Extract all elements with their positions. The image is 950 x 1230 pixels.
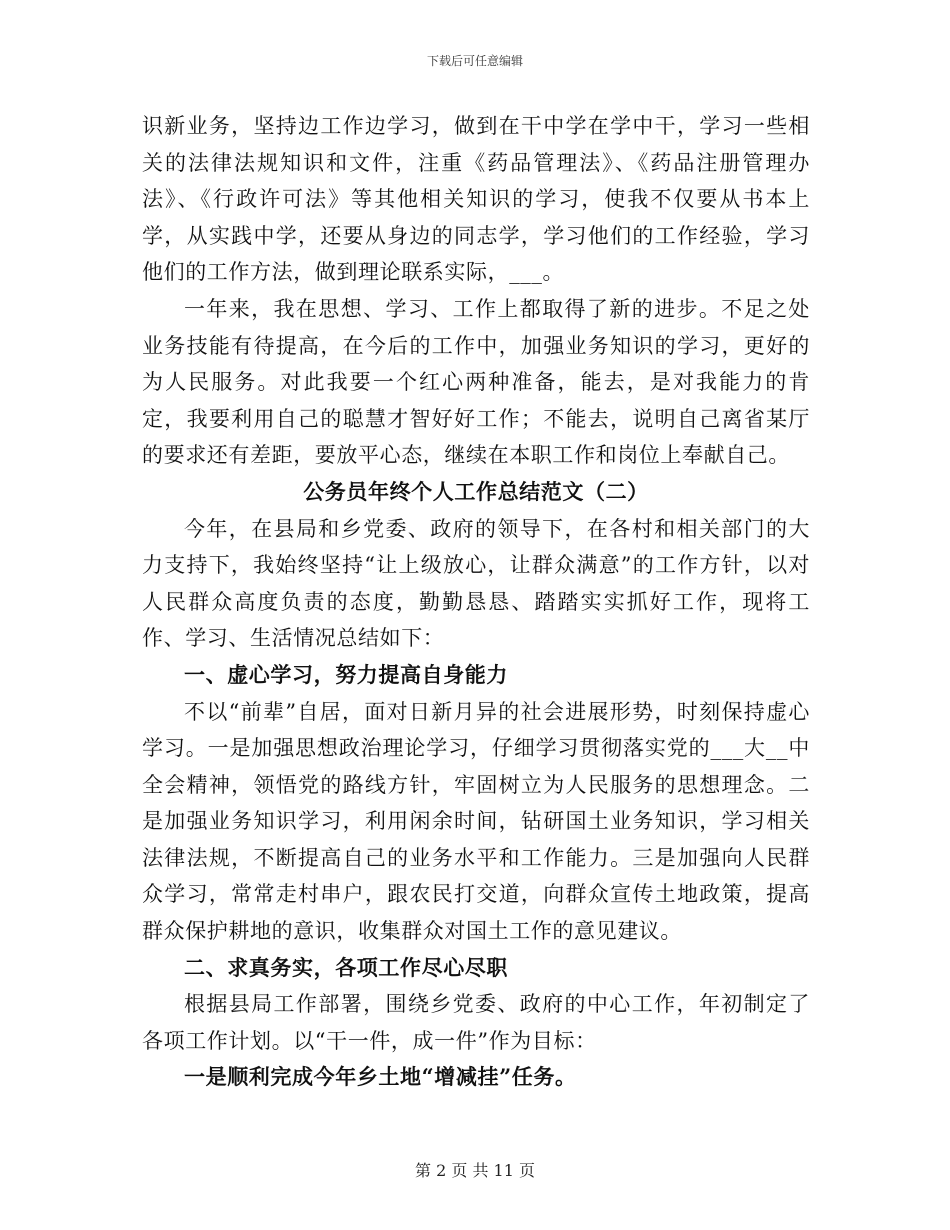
paragraph-intro: 今年，在县局和乡党委、政府的领导下，在各村和相关部门的大力支持下，我始终坚持“让上级放心，让群众满意”的工作方针，以对人民群众高度负责的态度，勤勤恳恳、踏踏实实抓好工作，现将工作、学习、生活情况总结如下：	[142, 516, 810, 651]
paragraph-study: 不以“前辈”自居，面对日新月异的社会进展形势，时刻保持虚心学习。一是加强思想政治理论学习，仔细学习贯彻落实党的___大__中全会精神，领悟党的路线方针，牢固树立为人民服务的思想理念。二是加强业务知识学习，利用闲余时间，钻研国土业务知识，学习相关法律法规，不断提高自己的业务水平和工作能力。三是加强向人民群众学习，常常走村串户，跟农民打交道，向群众宣传土地政策，提高群众保护耕地的意识，收集群众对国土工作的意见建议。	[142, 699, 810, 944]
heading-work: 二、求真务实，各项工作尽心尽职	[184, 954, 508, 980]
paragraph-summary: 一年来，我在思想、学习、工作上都取得了新的进步。不足之处业务技能有待提高，在今后的工作中，加强业务知识的学习，更好的为人民服务。对此我要一个红心两种准备，能去，是对我能力的肯定，我要利用自己的聪慧才智好好工作；不能去，说明自己离省某厅的要求还有差距，要放平心态，继续在本职工作和岗位上奉献自己。	[142, 296, 810, 468]
section-title: 公务员年终个人工作总结范文（二）	[303, 478, 649, 504]
heading-task: 一是顺利完成今年乡土地“增减挂”任务。	[184, 1064, 577, 1090]
page-footer: 第 2 页 共 11 页	[415, 1161, 535, 1180]
page-header: 下载后可任意编辑	[426, 54, 523, 68]
paragraph-work: 根据县局工作部署，围绕乡党委、政府的中心工作，年初制定了各项工作计划。以“干一件，成一件”作为目标：	[142, 992, 810, 1053]
heading-study: 一、虚心学习，努力提高自身能力	[184, 661, 508, 687]
paragraph-continued: 识新业务，坚持边工作边学习，做到在干中学在学中干，学习一些相关的法律法规知识和文件，注重《药品管理法》、《药品注册管理办法》、《行政许可法》等其他相关知识的学习，使我不仅要从书本上学，从实践中学，还要从身边的同志学，学习他们的工作经验，学习他们的工作方法，做到理论联系实际，___。	[142, 114, 810, 285]
document-body	[142, 108, 810, 1096]
